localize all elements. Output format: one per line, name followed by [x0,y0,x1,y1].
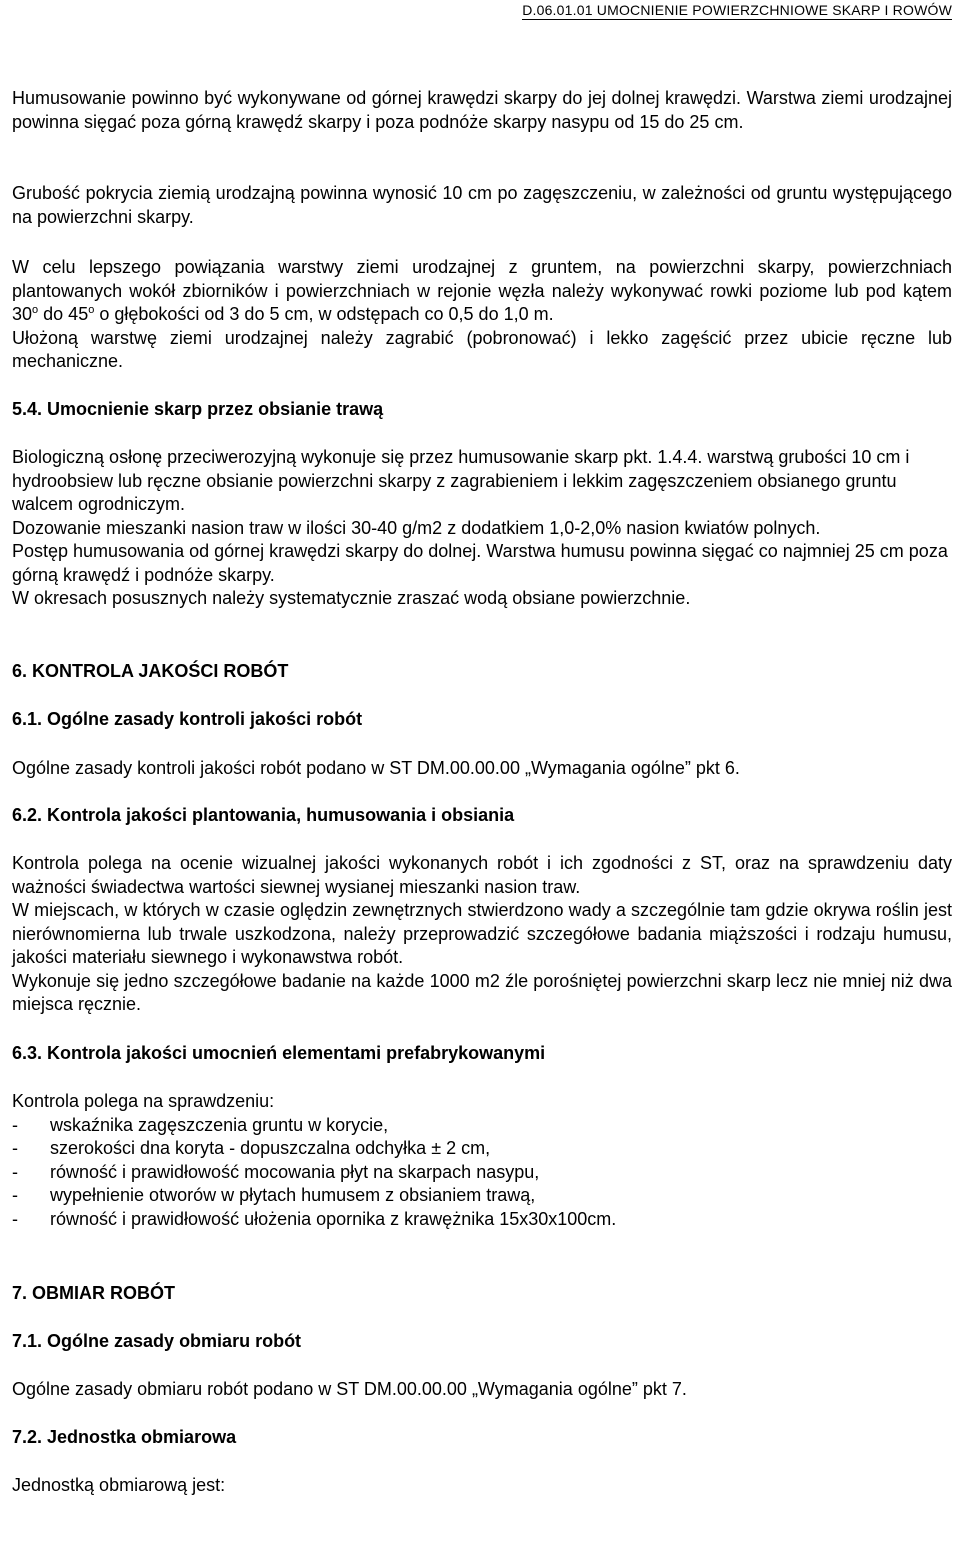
dash-marker: - [12,1114,18,1135]
paragraph-line: W miejscach, w których w czasie oględzin zewnętrznych stwierdzono wady a szczególnie tam gdzie okrywa roślin jest nierównomierna lub trwale uszkodzona, należy przeprowadzić szczegółowe badania miąższości i rodzaju humusu, jakości materiału siewnego i wykonawstwa robót. [12,900,952,967]
dash-marker: - [12,1161,18,1182]
list-item [12,1208,952,1232]
paragraph-line: Dozowanie mieszanki nasion traw w ilości 30-40 g/m2 z dodatkiem 1,0-2,0% nasion kwiatów polnych. [12,517,821,538]
list-intro: Kontrola polega na sprawdzeniu: [12,1091,275,1111]
dash-marker: - [12,1185,18,1205]
list-item-text: równość i prawidłowość mocowania płyt na skarpach nasypu, [50,1161,540,1182]
heading-6-1: 6.1. Ogólne zasady kontroli jakości robót [12,709,363,729]
heading-7: 7. OBMIAR ROBÓT [12,1283,176,1303]
paragraph-7-1: Ogólne zasady obmiaru robót podano w ST DM.00.00.00 „Wymagania ogólne” pkt 7. [12,1379,687,1399]
heading-6: 6. KONTROLA JAKOŚCI ROBÓT [12,661,289,681]
paragraph-line: Wykonuje się jedno szczegółowe badanie na każde 1000 m2 źle porośniętej powierzchni skarp lecz nie mniej niż dwa miejsca ręcznie. [12,970,952,1014]
grooves-text-d: Ułożoną warstwę ziemi urodzajnej należy zagrabić (pobronować) i lekko zagęścić przez ubicie ręczne lub mechaniczne. [12,327,952,371]
heading-7-2: 7.2. Jednostka obmiarowa [12,1427,237,1447]
heading-7-1: 7.1. Ogólne zasady obmiaru robót [12,1331,302,1351]
paragraph-line: Kontrola polega na ocenie wizualnej jakości wykonanych robót i ich zgodności z ST, oraz na sprawdzeniu daty ważności świadectwa wartości siewnej wysianej mieszanki nasion traw. [12,853,952,897]
paragraph-line: Biologiczną osłonę przeciwerozyjną wykonuje się przez humusowanie skarp pkt. 1.4.4. warstwą grubości 10 cm i hydroobsiew lub ręczne obsianie powierzchni skarpy z zagrabieniem i lekkim zagęszczeniem obsianego gruntu walcem ogrodniczym. [12,447,910,514]
dash-marker: - [12,1138,18,1158]
grooves-text-c: o głębokości od 3 do 5 cm, w odstępach co 0,5 do 1,0 m. [94,304,554,324]
heading-6-3: 6.3. Kontrola jakości umocnień elementami prefabrykowanymi [12,1043,546,1063]
paragraph-line: Postęp humusowania od górnej krawędzi skarpy do dolnej. Warstwa humusu powinna sięgać co najmniej 25 cm poza górną krawędź i podnóże skarpy. [12,541,948,585]
section-5-4-body [12,446,952,611]
paragraph-grooves [12,256,952,374]
list-item [12,1161,952,1185]
degree-mark: o [32,304,39,316]
grooves-text-b: do 45 [38,304,89,324]
list-item-text: wskaźnika zagęszczenia gruntu w korycie, [50,1114,389,1135]
paragraph-7-2: Jednostką obmiarową jest: [12,1475,226,1495]
running-header: D.06.01.01 UMOCNIENIE POWIERZCHNIOWE SKARP I ROWÓW [522,2,952,18]
list-item-text: wypełnienie otworów w płytach humusem z obsianiem trawą, [50,1185,536,1205]
heading-6-2: 6.2. Kontrola jakości plantowania, humusowania i obsiania [12,805,515,825]
list-item [12,1114,952,1138]
dash-marker: - [12,1208,18,1229]
paragraph-humus-extent: Humusowanie powinno być wykonywane od górnej krawędzi skarpy do jej dolnej krawędzi. Warstwa ziemi urodzajnej powinna sięgać poza górną krawędź skarpy i poza podnóże skarpy nasypu od 15 do 25 cm. [12,88,952,132]
list-item-text: szerokości dna koryta - dopuszczalna odchyłka ± 2 cm, [50,1138,491,1158]
heading-5-4: 5.4. Umocnienie skarp przez obsianie trawą [12,399,384,419]
section-6-2-body [12,852,952,1017]
paragraph-cover-thickness: Grubość pokrycia ziemią urodzajną powinna wynosić 10 cm po zagęszczeniu, w zależności od gruntu występującego na powierzchni skarpy. [12,183,952,227]
grooves-text-a: W celu lepszego powiązania warstwy ziemi urodzajnej z gruntem, na powierzchni skarpy, powierzchniach plantowanych wokół zbiorników i powierzchniach w rejonie węzła należy wykonywać rowki poziome lub pod kątem 30 [12,257,952,324]
paragraph-6-1: Ogólne zasady kontroli jakości robót podano w ST DM.00.00.00 „Wymagania ogólne” pkt 6. [12,758,740,778]
section-6-3-body [12,1090,952,1231]
list-item-text: równość i prawidłowość ułożenia opornika z krawężnika 15x30x100cm. [50,1208,617,1229]
paragraph-line: W okresach posusznych należy systematycznie zraszać wodą obsiane powierzchnie. [12,588,691,608]
degree-mark: o [88,304,95,316]
list-item [12,1137,952,1161]
list-item [12,1184,952,1208]
